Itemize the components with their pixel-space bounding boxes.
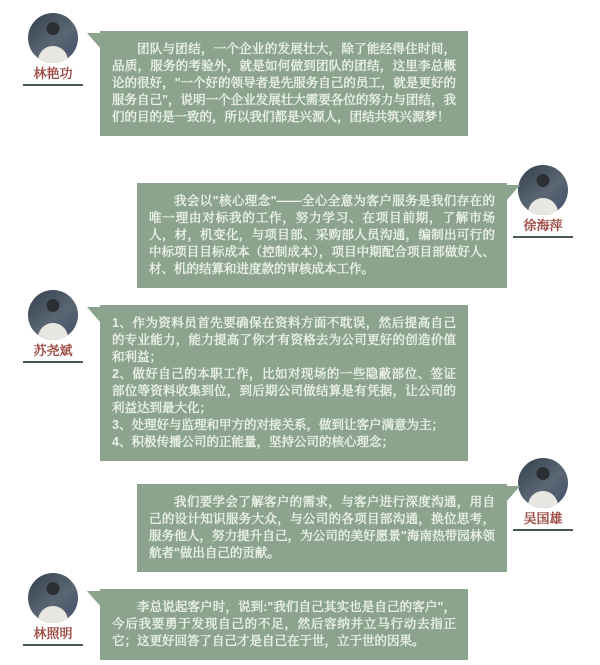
name-underline xyxy=(513,529,573,531)
avatar xyxy=(28,573,78,623)
name-underline xyxy=(23,361,83,363)
sender-name: 徐海萍 xyxy=(523,218,563,233)
avatar xyxy=(518,458,568,508)
person-icon xyxy=(38,46,68,63)
person-icon xyxy=(537,174,550,187)
speech-bubble xyxy=(100,31,468,136)
message-list-item: 4、积极传播公司的正能量，坚持公司的核心理念； xyxy=(112,435,394,449)
sender-name: 吴国雄 xyxy=(523,511,563,526)
name-underline xyxy=(513,236,573,238)
person-icon xyxy=(47,299,60,312)
speech-bubble xyxy=(100,589,468,660)
name-underline xyxy=(23,644,83,646)
speech-bubble xyxy=(100,305,468,461)
avatar-box xyxy=(8,13,98,86)
person-icon xyxy=(47,22,60,35)
person-icon xyxy=(38,606,68,623)
message-list-item: 2、做好自己的本职工作，比如对现场的一些隐蔽部位、签证部位等资料收集到位，到后期公司做结算是有凭据，让公司的利益达到最大化； xyxy=(112,367,456,415)
avatar-box xyxy=(8,290,98,363)
message-text: 我会以"核心理念"——全心全意为客户服务是我们存在的唯一理由对标我的工作，努力学习、在项目前期，了解市场人，材，机变化，与项目部、采购部人员沟通，编制出可行的中标项目目标成本（控制成本），项目中期配合项目部做好人、材、机的结算和进度款的审核成本工作。 xyxy=(149,194,495,276)
message-text: 李总说起客户时，说到:"我们自己其实也是自己的客户"，今后我要勇于发现自己的不足，然后容纳并立马行动去指正它；这更好回答了自己才是自己在于世，立于世的因果。 xyxy=(112,600,456,648)
message-list-item: 3、处理好与监理和甲方的对接关系，做到让客户满意为主； xyxy=(112,418,444,432)
avatar xyxy=(518,165,568,215)
sender-name: 苏尧斌 xyxy=(33,343,73,358)
speech-bubble xyxy=(137,484,507,572)
avatar xyxy=(28,290,78,340)
avatar-box xyxy=(498,165,588,238)
sender-name: 林照明 xyxy=(33,626,73,641)
message-list-item: 1、作为资料员首先要确保在资料方面不耽误，然后提高自己的专业能力，能力提高了你才有资格去为公司更好的创造价值和利益； xyxy=(112,316,456,364)
person-icon xyxy=(528,491,558,508)
person-icon xyxy=(528,198,558,215)
avatar xyxy=(28,13,78,63)
sender-name: 林艳功 xyxy=(33,66,73,81)
person-icon xyxy=(38,323,68,340)
message-text: 我们要学会了解客户的需求，与客户进行深度沟通，用自己的设计知识服务大众，与公司的各项目部沟通，换位思考，服务他人，努力提升自己，为公司的美好愿景"海南热带园林领航者"做出自己的贡献。 xyxy=(149,495,495,560)
person-icon xyxy=(47,582,60,595)
name-underline xyxy=(23,84,83,86)
person-icon xyxy=(537,467,550,480)
avatar-box xyxy=(8,573,98,646)
message-text: 团队与团结，一个企业的发展壮大，除了能经得住时间，品质，服务的考验外，就是如何做到团队的团结，这里李总概论的很好，"一个好的领导者是先服务自己的员工，就是更好的服务自己"，说明一个企业发展壮大需要各位的努力与团结，我们的目的是一致的，所以我们都是兴源人，团结共筑兴源梦！ xyxy=(112,42,456,124)
speech-bubble xyxy=(137,183,507,288)
